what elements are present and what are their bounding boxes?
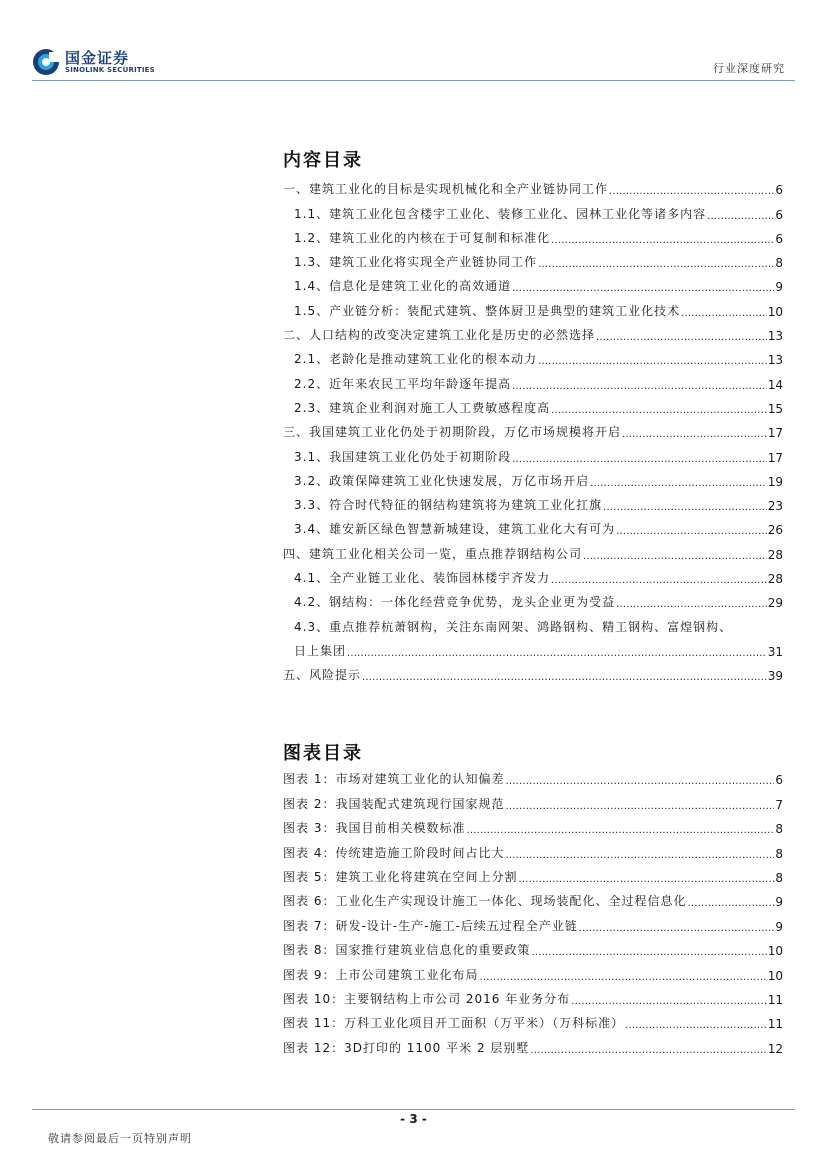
dot-leader (362, 672, 767, 683)
dot-leader (518, 874, 774, 885)
dot-leader (538, 259, 774, 270)
page-header (0, 0, 827, 82)
toc-item[interactable] (283, 246, 783, 270)
dot-leader (512, 283, 774, 294)
toc-item-text: 1.3、建筑工业化将实现全产业链协同工作 (294, 255, 538, 270)
figure-item-text: 图表 9：上市公司建筑工业化布局 (283, 967, 479, 982)
figure-item[interactable] (283, 958, 783, 982)
toc-list (283, 173, 783, 683)
dot-leader (707, 211, 774, 222)
figure-item-text: 图表 11：万科工业化项目开工面积（万平米）（万科标准） (283, 1016, 625, 1031)
dot-leader (551, 575, 767, 586)
logo-english-name: SINOLINK SECURITIES (65, 66, 155, 74)
toc-item-text: 3.1、我国建筑工业化仍处于初期阶段 (294, 449, 512, 464)
figure-item-page: 11 (767, 1017, 783, 1032)
page-number: - 3 - (400, 1112, 427, 1126)
toc-item-page: 23 (767, 499, 783, 514)
toc-item-page: 8 (775, 256, 783, 271)
toc-item[interactable] (283, 537, 783, 561)
toc-item-page: 26 (767, 523, 783, 538)
dot-leader (583, 551, 767, 562)
toc-item-text: 1.1、建筑工业化包含楼宇工业化、装修工业化、园林工业化等诸多内容 (294, 206, 707, 221)
toc-item-text: 2.1、老龄化是推动建筑工业化的根本动力 (294, 352, 538, 367)
figure-item-page: 8 (775, 822, 783, 837)
toc-item-text: 五、风险提示 (283, 668, 362, 683)
figure-item-text: 图表 2：我国装配式建筑现行国家规范 (283, 796, 505, 811)
figure-item[interactable] (283, 787, 783, 811)
figure-item-text: 图表 8：国家推行建筑业信息化的重要政策 (283, 943, 531, 958)
dot-leader (505, 801, 774, 812)
figure-item-page: 6 (775, 773, 783, 788)
dot-leader (512, 454, 767, 465)
toc-item[interactable] (283, 489, 783, 513)
figure-list-title: 图表目录 (283, 743, 363, 764)
toc-item[interactable] (283, 586, 783, 610)
header-divider (32, 80, 795, 81)
figure-item-text: 图表 7：研发-设计-生产-施工-后续五过程全产业链 (283, 918, 578, 933)
dot-leader (531, 947, 766, 958)
toc-item-page: 13 (767, 353, 783, 368)
figure-list (283, 763, 783, 1056)
footer-divider (32, 1109, 795, 1110)
toc-item-text: 一、建筑工业化的目标是实现机械化和全产业链协同工作 (283, 182, 609, 197)
figure-item-page: 11 (767, 992, 783, 1007)
toc-item-page: 14 (767, 377, 783, 392)
dot-leader (681, 308, 767, 319)
toc-item-wrapped[interactable] (283, 610, 783, 634)
figure-item-page: 12 (767, 1041, 783, 1056)
figure-item[interactable] (283, 861, 783, 885)
dot-leader (616, 599, 767, 610)
figure-item[interactable] (283, 1031, 783, 1055)
figure-item[interactable] (283, 812, 783, 836)
toc-item-text: 四、建筑工业化相关公司一览，重点推荐钢结构公司 (283, 546, 583, 561)
toc-item-page: 6 (775, 231, 783, 246)
figure-item-page: 9 (775, 919, 783, 934)
company-logo (32, 46, 162, 78)
figure-item-text: 图表 5：建筑工业化将建筑在空间上分割 (283, 869, 518, 884)
toc-item-text: 1.5、产业链分析：装配式建筑、整体厨卫是典型的建筑工业化技术 (294, 303, 681, 318)
dot-leader (538, 356, 767, 367)
toc-item[interactable] (283, 659, 783, 683)
toc-item-text: 2.3、建筑企业利润对施工人工费敏感程度高 (294, 400, 551, 415)
toc-item[interactable] (283, 416, 783, 440)
toc-item-text: 三、我国建筑工业化仍处于初期阶段，万亿市场规模将开启 (283, 425, 622, 440)
dot-leader (551, 405, 767, 416)
figure-item-text: 图表 12：3D打印的 1100 平米 2 层别墅 (283, 1040, 530, 1055)
toc-item[interactable] (283, 440, 783, 464)
figure-item-page: 8 (775, 870, 783, 885)
figure-item[interactable] (283, 885, 783, 909)
toc-item-page: 6 (775, 207, 783, 222)
toc-item[interactable] (283, 367, 783, 391)
toc-item[interactable] (283, 222, 783, 246)
toc-item-page: 13 (767, 329, 783, 344)
toc-item-page: 19 (767, 474, 783, 489)
toc-item-text: 4.2、钢结构：一体化经营竞争优势，龙头企业更为受益 (294, 595, 616, 610)
dot-leader (687, 898, 774, 909)
dot-leader (603, 502, 767, 513)
logo-chinese-name: 国金证券 (65, 49, 130, 67)
figure-item-page: 10 (767, 944, 783, 959)
toc-item[interactable] (283, 173, 783, 197)
dot-leader (530, 1045, 766, 1056)
toc-item[interactable] (283, 197, 783, 221)
figure-item[interactable] (283, 909, 783, 933)
toc-title: 内容目录 (283, 150, 363, 171)
disclaimer: 敬请参阅最后一页特别声明 (48, 1132, 192, 1145)
toc-item-text: 3.2、政策保障建筑工业化快速发展，万亿市场开启 (294, 473, 590, 488)
figure-item[interactable] (283, 1007, 783, 1031)
dot-leader (479, 972, 766, 983)
report-type: 行业深度研究 (713, 62, 785, 75)
toc-item-text: 3.3、符合时代特征的钢结构建筑将为建筑工业化扛旗 (294, 498, 603, 513)
toc-item[interactable] (283, 465, 783, 489)
toc-item-page: 10 (767, 304, 783, 319)
toc-item-page: 39 (767, 669, 783, 684)
toc-item-text: 3.4、雄安新区绿色智慧新城建设，建筑工业化大有可为 (294, 522, 616, 537)
toc-item-page: 28 (767, 572, 783, 587)
toc-item[interactable] (283, 270, 783, 294)
toc-item-text: 1.2、建筑工业化的内核在于可复制和标准化 (294, 230, 551, 245)
figure-item-page: 10 (767, 968, 783, 983)
toc-item-wrapped-cont-text: 日上集团 (294, 643, 347, 658)
figure-item-text: 图表 10：主要钢结构上市公司 2016 年业务分布 (283, 991, 571, 1006)
figure-item-text: 图表 4：传统建造施工阶段时间占比大 (283, 845, 505, 860)
toc-item[interactable] (283, 562, 783, 586)
toc-item[interactable] (283, 392, 783, 416)
toc-item[interactable] (283, 294, 783, 318)
figure-item-text: 图表 1：市场对建筑工业化的认知偏差 (283, 772, 505, 787)
toc-item-text: 1.4、信息化是建筑工业化的高效通道 (294, 279, 512, 294)
dot-leader (625, 1020, 767, 1031)
toc-item-wrapped-cont[interactable] (283, 635, 783, 659)
figure-item[interactable] (283, 934, 783, 958)
dot-leader (622, 429, 767, 440)
dot-leader (609, 186, 774, 197)
dot-leader (551, 235, 774, 246)
dot-leader (512, 381, 767, 392)
toc-item-text: 2.2、近年来农民工平均年龄逐年提高 (294, 376, 512, 391)
figure-item-page: 9 (775, 895, 783, 910)
sinolink-logo-icon (32, 48, 60, 76)
dot-leader (616, 526, 767, 537)
figure-item[interactable] (283, 983, 783, 1007)
toc-item[interactable] (283, 319, 783, 343)
dot-leader (571, 996, 766, 1007)
toc-item-page: 6 (775, 183, 783, 198)
figure-item-text: 图表 6：工业化生产实现设计施工一体化、现场装配化、全过程信息化 (283, 894, 687, 909)
toc-item-page: 15 (767, 401, 783, 416)
toc-item-page: 17 (767, 426, 783, 441)
toc-item-page: 17 (767, 450, 783, 465)
figure-item[interactable] (283, 763, 783, 787)
toc-item-text: 4.1、全产业链工业化、装饰园林楼宇齐发力 (294, 571, 551, 586)
figure-item[interactable] (283, 836, 783, 860)
dot-leader (347, 648, 767, 659)
dot-leader (505, 850, 774, 861)
dot-leader (466, 825, 774, 836)
dot-leader (590, 478, 767, 489)
toc-item-wrapped-cont-page: 31 (767, 644, 783, 659)
toc-item-page: 28 (767, 547, 783, 562)
dot-leader (505, 776, 774, 787)
toc-item[interactable] (283, 343, 783, 367)
toc-item-text: 二、人口结构的改变决定建筑工业化是历史的必然选择 (283, 328, 596, 343)
figure-item-page: 7 (775, 797, 783, 812)
toc-item-page: 29 (767, 596, 783, 611)
dot-leader (579, 923, 775, 934)
toc-item-wrapped-text: 4.3、重点推荐杭萧钢构，关注东南网架、鸿路钢构、精工钢构、富煌钢构、 (294, 619, 733, 634)
dot-leader (596, 332, 767, 343)
figure-item-page: 8 (775, 846, 783, 861)
toc-item-page: 9 (775, 280, 783, 295)
figure-item-text: 图表 3：我国目前相关模数标准 (283, 821, 466, 836)
toc-item[interactable] (283, 513, 783, 537)
